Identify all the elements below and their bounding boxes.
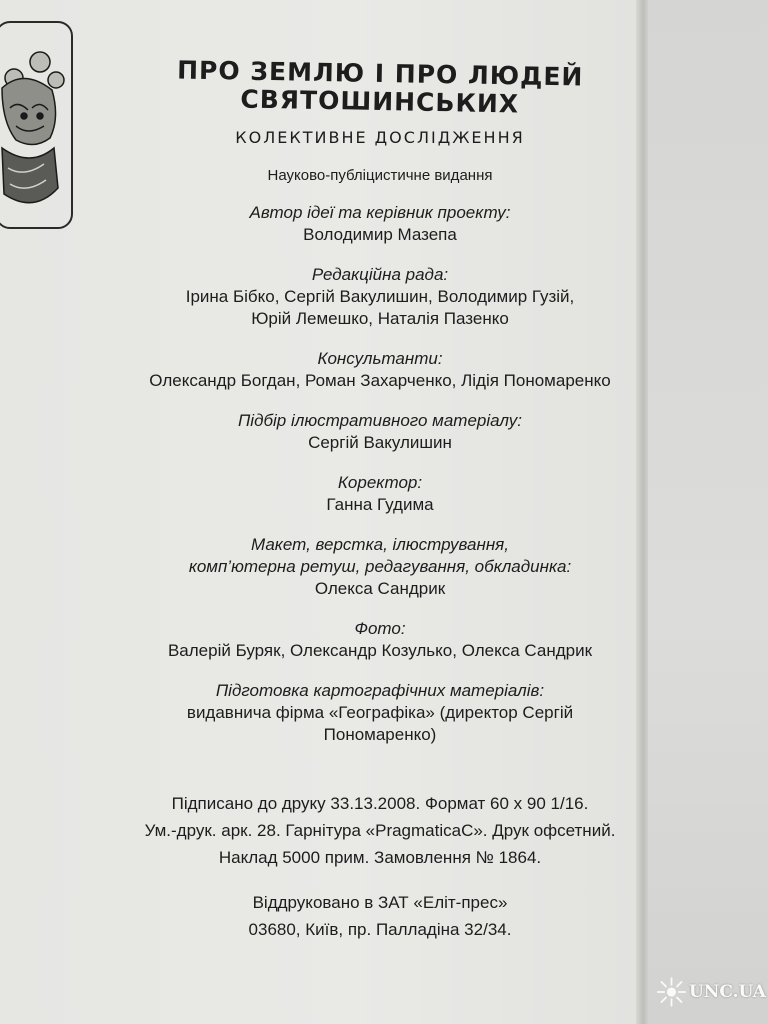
credit-role: Коректор: — [337, 473, 423, 492]
credit-role: Підбір ілюстративного матеріалу: — [237, 411, 523, 430]
site-watermark — [656, 968, 766, 1016]
page-edge — [636, 0, 648, 1024]
printing-house-name: Віддруковано в ЗАТ «Еліт-прес» — [252, 893, 508, 912]
credit-role: Фото: — [354, 619, 406, 638]
sunburst-logo-icon — [656, 975, 687, 1009]
emblem-illustration-icon — [0, 18, 78, 232]
background-surface — [648, 0, 768, 1024]
credit-editorial-board — [130, 264, 630, 330]
book-title — [130, 56, 631, 121]
print-details — [130, 790, 630, 871]
credit-names: Валерій Буряк, Олександр Козулько, Олекса Сандрик — [167, 641, 593, 660]
credit-role: Автор ідеї та керівник проекту: — [249, 203, 511, 222]
imprint-page-content — [130, 55, 630, 943]
print-details-line: Підписано до друку 33.13.2008. Формат 60 x 90 1/16. — [171, 794, 589, 813]
credit-role: комп’ютерна ретуш, редагування, обкладинка: — [188, 557, 572, 576]
book-title-line1: ПРО ЗЕМЛЮ І ПРО ЛЮДЕЙ — [176, 55, 584, 92]
printing-house-address: 03680, Київ, пр. Палладіна 32/34. — [248, 920, 512, 939]
credit-names: Ірина Бібко, Сергій Вакулишин, Володимир Гузій, — [185, 287, 575, 306]
credit-names: Олександр Богдан, Роман Захарченко, Лідія Пономаренко — [149, 371, 611, 390]
credit-layout — [130, 534, 630, 600]
credit-role: Редакційна рада: — [311, 265, 449, 284]
print-details-line: Наклад 5000 прим. Замовлення № 1864. — [218, 848, 542, 867]
credit-proofreader — [130, 472, 630, 516]
credit-role: Макет, верстка, ілюстрування, — [251, 535, 509, 554]
credit-cartography — [130, 680, 630, 746]
credit-names: Юрій Лемешко, Наталія Пазенко — [251, 309, 509, 328]
credit-role: Підготовка картографічних матеріалів: — [215, 681, 545, 700]
credit-consultants — [130, 348, 630, 392]
credit-names: Ганна Гудима — [326, 495, 434, 514]
credit-names: видавнича фірма «Географіка» (директор Сергій Пономаренко) — [186, 703, 574, 744]
credit-names: Олекса Сандрик — [314, 579, 446, 598]
book-subtitle: КОЛЕКТИВНЕ ДОСЛІДЖЕННЯ — [235, 128, 525, 147]
book-title-line2: СВЯТОШИНСЬКИХ — [240, 84, 520, 119]
edition-type: Науково-публіцистичне видання — [267, 167, 493, 184]
credit-names: Сергій Вакулишин — [308, 433, 452, 452]
credit-idea-author — [130, 202, 630, 246]
credit-names: Володимир Мазепа — [303, 225, 457, 244]
credit-illustrations — [130, 410, 630, 454]
watermark-text: UNC.UA — [688, 982, 766, 1002]
printing-house — [130, 889, 630, 943]
credit-role: Консультанти: — [317, 349, 443, 368]
credit-photo — [130, 618, 630, 662]
print-details-line: Ум.-друк. арк. 28. Гарнітура «PragmaticaC». Друк офсетний. — [144, 821, 616, 840]
credits-list — [130, 202, 630, 746]
